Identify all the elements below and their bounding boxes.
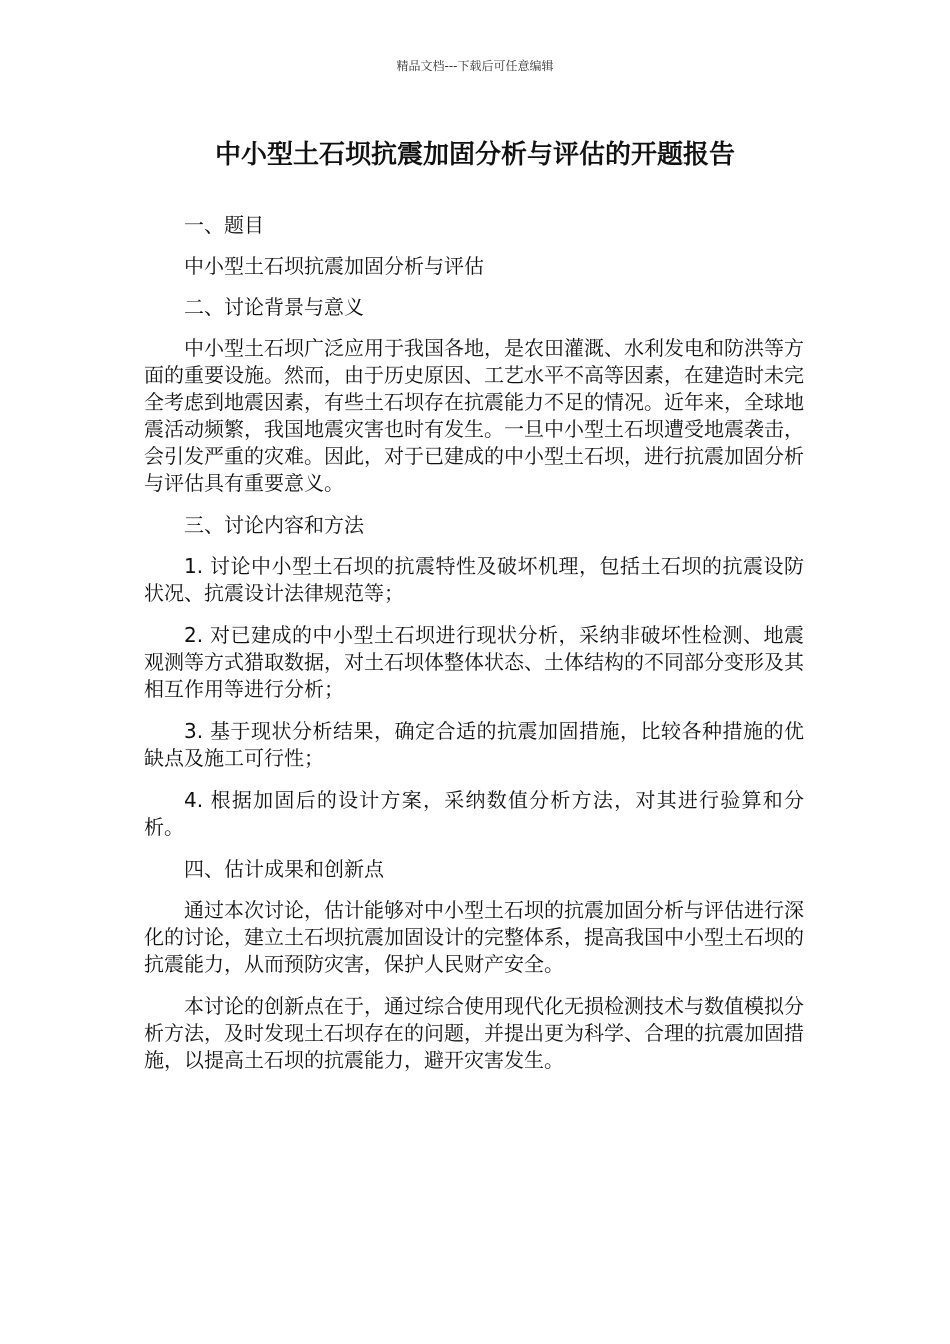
- page-header: 精品文档---下载后可任意编辑: [396, 59, 554, 73]
- document-title: 中小型土石坝抗震加固分析与评估的开题报告: [214, 140, 735, 170]
- method-item-3: 3. 基于现状分析结果，确定合适的抗震加固措施，比较各种措施的优缺点及施工可行性；: [144, 719, 804, 770]
- results-paragraph: 通过本次讨论，估计能够对中小型土石坝的抗震加固分析与评估进行深化的讨论，建立土石坝抗震加固设计的完整体系，提高我国中小型土石坝的抗震能力，从而预防灾害，保护人民财产安全。: [144, 898, 804, 976]
- document-body: [144, 212, 804, 1089]
- background-paragraph: 中小型土石坝广泛应用于我国各地，是农田灌溉、水利发电和防洪等方面的重要设施。然而，由于历史原因、工艺水平不高等因素，在建造时未完全考虑到地震因素，有些土石坝存在抗震能力不足的情况。近年来，全球地震活动频繁，我国地震灾害也时有发生。一旦中小型土石坝遭受地震袭击，会引发严重的灾难。因此，对于已建成的中小型土石坝，进行抗震加固分析与评估具有重要意义。: [144, 336, 804, 495]
- section-heading-background: 二、讨论背景与意义: [184, 295, 364, 319]
- innovation-paragraph: 本讨论的创新点在于，通过综合使用现代化无损检测技术与数值模拟分析方法，及时发现土石坝存在的问题，并提出更为科学、合理的抗震加固措施，以提高土石坝的抗震能力，避开灾害发生。: [144, 994, 804, 1072]
- section-heading-results-innovation: 四、估计成果和创新点: [184, 857, 384, 881]
- method-item-2: 2. 对已建成的中小型土石坝进行现状分析，采纳非破坏性检测、地震观测等方式猎取数据，对土石坝体整体状态、土体结构的不同部分变形及其相互作用等进行分析；: [144, 623, 804, 701]
- method-item-4: 4. 根据加固后的设计方案，采纳数值分析方法，对其进行验算和分析。: [144, 788, 804, 839]
- section-heading-content-methods: 三、讨论内容和方法: [184, 513, 364, 537]
- section-heading-topic: 一、题目: [184, 213, 264, 237]
- topic-text: 中小型土石坝抗震加固分析与评估: [184, 254, 484, 278]
- method-item-1: 1. 讨论中小型土石坝的抗震特性及破坏机理，包括土石坝的抗震设防状况、抗震设计法律规范等；: [144, 554, 804, 605]
